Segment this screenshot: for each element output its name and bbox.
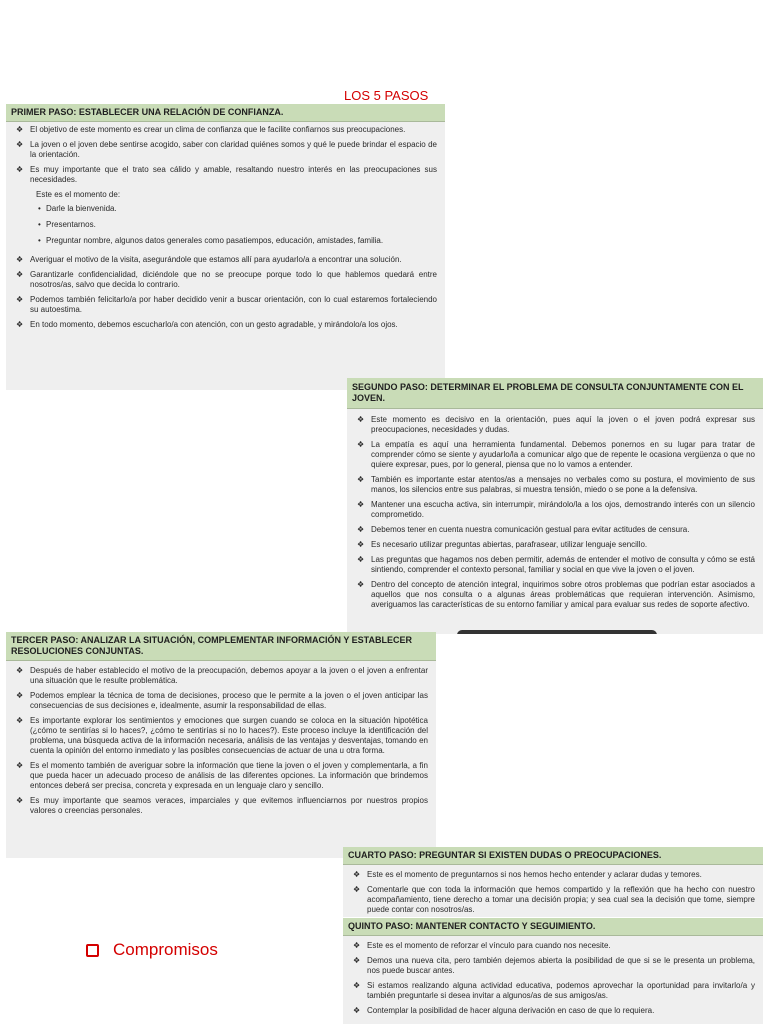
bullet-icon: ❖	[16, 796, 24, 805]
cuarto-paso-heading: CUARTO PASO: PREGUNTAR SI EXISTEN DUDAS O PREOCUPACIONES.	[343, 847, 763, 865]
list-item: ❖ Es importante explorar los sentimientos y emociones que surgen cuando se coloca en la situación hipotética (¿cómo te sentirías si lo haces?, ¿cómo te sentirías si no lo haces?). Este proceso incluye la identificación del problema, una búsqueda activa de la información necesaria, análisis de las ventajas y desventajas, tomando en cuenta la opinión del entorno inmediato y las posibles consecuencias de actuar de una u otra forma.	[16, 716, 428, 755]
bullet-icon: ❖	[16, 320, 24, 329]
bullet-icon: ❖	[353, 981, 361, 990]
intro-text: Este es el momento de:	[36, 190, 121, 199]
bullet-icon: ❖	[16, 666, 24, 675]
quinto-paso-heading: QUINTO PASO: MANTENER CONTACTO Y SEGUIMIENTO.	[343, 918, 763, 936]
list-item: ❖ Contemplar la posibilidad de hacer alguna derivación en caso de que lo requiera.	[353, 1006, 655, 1015]
cuarto-paso-panel	[343, 847, 763, 917]
bullet-icon: ❖	[357, 580, 365, 589]
list-item: ❖ Es muy importante que el trato sea cálido y amable, resaltando nuestro interés en las preocupaciones sus necesidades.	[16, 165, 437, 184]
list-item: ❖ Es muy importante que seamos veraces, imparciales y que evitemos influenciarnos por nuestros propios valores o creencias personales.	[16, 796, 428, 815]
bullet-icon: ❖	[353, 941, 361, 950]
bullet-icon: ❖	[353, 885, 361, 894]
bullet-icon: ❖	[357, 415, 365, 424]
bullet-icon: ❖	[16, 270, 24, 279]
list-item: ❖ Dentro del concepto de atención integral, inquirimos sobre otros problemas que podrían estar asociados a aquellos que nos consulta o a algunas áreas problemáticas que requieran intervención. Asimismo, averiguamos las características de su entorno familiar y amical para evaluar sus redes de soporte afectivo.	[357, 580, 755, 609]
bullet-icon: ❖	[16, 140, 24, 149]
bullet-icon: ❖	[16, 691, 24, 700]
bullet-icon: ❖	[16, 255, 24, 264]
bullet-icon: ❖	[357, 440, 365, 449]
bullet-icon: ❖	[357, 540, 365, 549]
list-item: ❖ Este es el momento de reforzar el vínculo para cuando nos necesite.	[353, 941, 611, 950]
bullet-icon: ❖	[16, 716, 24, 725]
list-item: ❖ Las preguntas que hagamos nos deben permitir, además de entender el motivo de consulta y cómo se está sintiendo, comprender el contexto personal, familiar y social en que vive la joven o el joven.	[357, 555, 755, 574]
list-item: ❖ Debemos tener en cuenta nuestra comunicación gestual para evitar actitudes de censura.	[357, 525, 690, 534]
bullet-icon: ❖	[357, 500, 365, 509]
list-item: ❖ Podemos emplear la técnica de toma de decisiones, proceso que le permite a la joven o el joven anticipar las consecuencias de sus decisiones e, idealmente, asumir la responsabilidad de ellas.	[16, 691, 428, 710]
list-item: ❖ Comentarle que con toda la información que hemos compartido y la reflexión que ha hecho con nuestro acompañamiento, tiene derecho a tomar una decisión propia; y sea cual sea la decisión que tome, siempre puede contar con nosotros/as.	[353, 885, 755, 914]
primer-paso-panel	[6, 104, 445, 390]
list-item: ❖ Este momento es decisivo en la orientación, pues aquí la joven o el joven podrá expresar sus preocupaciones, necesidades y dudas.	[357, 415, 755, 434]
bullet-icon: ❖	[353, 870, 361, 879]
list-item: ❖ En todo momento, debemos escucharlo/a con atención, con un gesto agradable, y mirándolo/a los ojos.	[16, 320, 398, 329]
overlay-bar	[457, 630, 657, 634]
list-item: ❖ También es importante estar atentos/as a mensajes no verbales como su postura, el movimiento de sus manos, los silencios entre sus palabras, si muestra tensión, miedo o se pone a la defensiva.	[357, 475, 755, 494]
list-item: ❖ Demos una nueva cita, pero también dejemos abierta la posibilidad de que si se le presenta un problema, nos puede buscar antes.	[353, 956, 755, 975]
list-item: ❖ Es necesario utilizar preguntas abiertas, parafrasear, utilizar lenguaje sencillo.	[357, 540, 648, 549]
bullet-icon: ❖	[16, 295, 24, 304]
dot-icon: •	[38, 220, 41, 229]
tercer-paso-panel	[6, 632, 436, 858]
bullet-icon: ❖	[353, 1006, 361, 1015]
tercer-paso-heading: TERCER PASO: ANALIZAR LA SITUACIÓN, COMPLEMENTAR INFORMACIÓN Y ESTABLECER RESOLUCIONES CONJUNTAS.	[6, 632, 436, 661]
list-item: ❖ Garantizarle confidencialidad, diciéndole que no se preocupe porque todo lo que hablemos quedará entre nosotros/as, salvo que decida lo contrario.	[16, 270, 437, 289]
primer-paso-heading: PRIMER PASO: ESTABLECER UNA RELACIÓN DE CONFIANZA.	[6, 104, 445, 122]
bullet-icon: ❖	[353, 956, 361, 965]
list-item: ❖ Mantener una escucha activa, sin interrumpir, mirándolo/la a los ojos, demostrando interés con un silencio comprometido.	[357, 500, 755, 519]
bullet-icon: ❖	[16, 125, 24, 134]
compromisos-label: Compromisos	[113, 940, 218, 959]
dot-icon: •	[38, 236, 41, 245]
list-item: • Darle la bienvenida.	[38, 204, 117, 213]
bullet-icon: ❖	[357, 525, 365, 534]
list-item: ❖ Averiguar el motivo de la visita, asegurándole que estamos allí para ayudarlo/a a encontrar una solución.	[16, 255, 402, 264]
list-item: ❖ Este es el momento de preguntarnos si nos hemos hecho entender y aclarar dudas y temores.	[353, 870, 702, 879]
segundo-paso-heading: SEGUNDO PASO: DETERMINAR EL PROBLEMA DE CONSULTA CONJUNTAMENTE CON EL JOVEN.	[347, 378, 763, 409]
bullet-icon: ❖	[357, 475, 365, 484]
list-item: • Preguntar nombre, algunos datos generales como pasatiempos, educación, amistades, familia.	[38, 236, 384, 245]
dot-icon: •	[38, 204, 41, 213]
bullet-icon: ❖	[16, 761, 24, 770]
page-title: LOS 5 PASOS	[344, 88, 429, 103]
list-item: ❖ Si estamos realizando alguna actividad educativa, podemos aprovechar la oportunidad para invitarlo/a y también preguntarle si desea invitar a algunos/as de sus amigos/as.	[353, 981, 755, 1000]
list-item: ❖ Es el momento también de averiguar sobre la información que tiene la joven o el joven y complementarla, a fin que pueda hacer un adecuado proceso de análisis de las diferentes opciones. La información que brindemos entonces deberá ser precisa, concreta y expresada en un lenguaje claro y sencillo.	[16, 761, 428, 790]
checkbox-icon	[86, 944, 99, 957]
bullet-icon: ❖	[357, 555, 365, 564]
list-item: ❖ La empatía es aquí una herramienta fundamental. Debemos ponernos en su lugar para tratar de comprender cómo se siente y ayudarlo/la a comunicar algo que de repente le ocasiona vergüenza o que no quiere expresar, pues, por lo general, piensa que no lo vamos a entender.	[357, 440, 755, 469]
bullet-icon: ❖	[16, 165, 24, 174]
quinto-paso-panel	[343, 918, 763, 1024]
list-item: ❖ La joven o el joven debe sentirse acogido, saber con claridad quiénes somos y qué le puede brindar el espacio de la orientación.	[16, 140, 437, 159]
compromisos-item	[86, 940, 218, 960]
list-item: ❖ El objetivo de este momento es crear un clima de confianza que le facilite confiarnos sus preocupaciones.	[16, 125, 406, 134]
list-item: • Presentarnos.	[38, 220, 96, 229]
list-item: ❖ Después de haber establecido el motivo de la preocupación, debemos apoyar a la joven o el joven a enfrentar una situación que le resulte problemática.	[16, 666, 428, 685]
list-item: ❖ Podemos también felicitarlo/a por haber decidido venir a buscar orientación, con lo cual estaremos fortaleciendo su autoestima.	[16, 295, 437, 314]
segundo-paso-panel	[347, 378, 763, 634]
